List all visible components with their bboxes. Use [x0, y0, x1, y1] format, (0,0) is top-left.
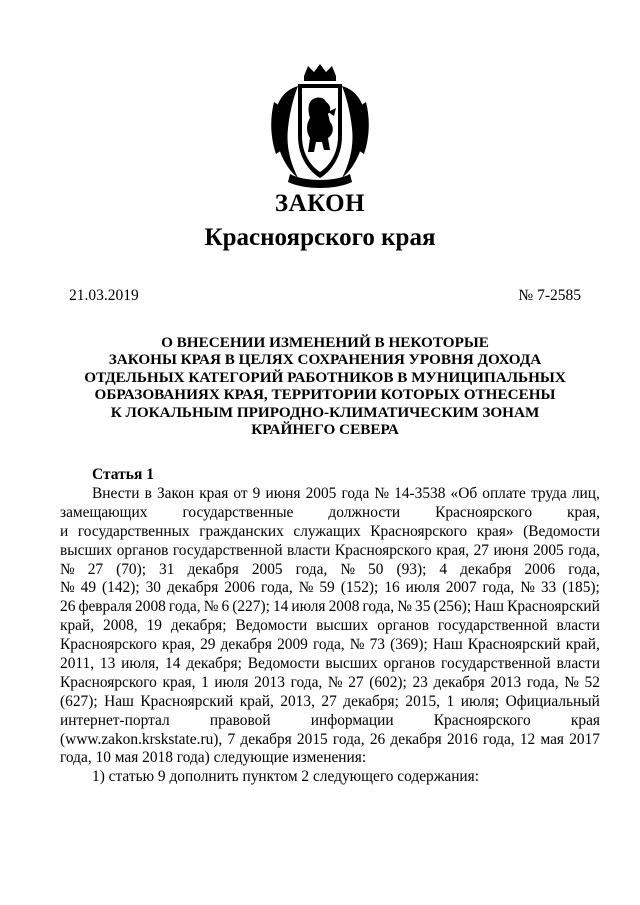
body-line: замещающих государственные должности Красноярского края,	[60, 503, 600, 521]
body-line: 1) статью 9 дополнить пунктом 2 следующего содержания:	[92, 768, 480, 786]
body-line: Внести в Закон края от 9 июня 2005 года № 14-3538 «Об оплате труда лиц,	[92, 485, 600, 502]
body-line: № 49 (142); 30 декабря 2006 года, № 59 (152); 16 июля 2007 года, № 33 (185);	[60, 579, 600, 597]
body-line: интернет-портал правовой информации Красноярского края	[60, 711, 600, 729]
krasnoyarsk-coat-of-arms-icon	[268, 62, 372, 190]
body-line: 2011, 13 июля, 14 декабря; Ведомости высших органов государственной власти	[60, 655, 600, 673]
region-title: Красноярского края	[204, 224, 436, 251]
body-line: № 27 (70); 31 декабря 2005 года, № 50 (93); 4 декабря 2006 года,	[60, 560, 600, 578]
article-body	[60, 485, 600, 787]
heading-line: О ВНЕСЕНИИ ИЗМЕНЕНИЙ В НЕКОТОРЫЕ	[161, 334, 489, 351]
body-line: года, 10 мая 2018 года) следующие изменения:	[60, 749, 367, 767]
heading-line: ОТДЕЛЬНЫХ КАТЕГОРИЙ РАБОТНИКОВ В МУНИЦИПАЛЬНЫХ	[84, 368, 566, 386]
body-line: край, 2008, 19 декабря; Ведомости высших органов государственной власти	[60, 617, 600, 635]
body-line: высших органов государственной власти Красноярского края, 27 июня 2005 года,	[60, 541, 600, 559]
body-line: Красноярского края, 1 июля 2013 года, № 27 (602); 23 декабря 2013 года, № 52	[60, 673, 600, 691]
heading-line: ЗАКОНЫ КРАЯ В ЦЕЛЯХ СОХРАНЕНИЯ УРОВНЯ ДОХОДА	[108, 351, 542, 369]
heading-line: ОБРАЗОВАНИЯХ КРАЯ, ТЕРРИТОРИИ КОТОРЫХ ОТНЕСЕНЫ	[94, 386, 556, 404]
law-date: 21.03.2019	[69, 287, 139, 304]
body-line: Красноярского края, 29 декабря 2009 года, № 73 (369); Наш Красноярский край,	[60, 636, 600, 654]
law-heading	[60, 334, 590, 438]
heading-line: КРАЙНЕГО СЕВЕРА	[251, 421, 399, 439]
article-title: Статья 1	[92, 466, 154, 483]
law-title: ЗАКОН	[274, 190, 366, 217]
body-line: и государственных гражданских служащих Красноярского края» (Ведомости	[60, 522, 600, 540]
body-line: 26 февраля 2008 года, № 6 (227); 14 июля 2008 года, № 35 (256); Наш Красноярский	[60, 598, 600, 616]
body-line: (627); Наш Красноярский край, 2013, 27 декабря; 2015, 1 июля; Официальный	[60, 692, 600, 710]
heading-line: К ЛОКАЛЬНЫМ ПРИРОДНО-КЛИМАТИЧЕСКИМ ЗОНАМ	[110, 403, 540, 421]
law-number: № 7-2585	[518, 287, 581, 304]
body-line: (www.zakon.krskstate.ru), 7 декабря 2015 года, 26 декабря 2016 года, 12 мая 2017	[60, 730, 600, 748]
